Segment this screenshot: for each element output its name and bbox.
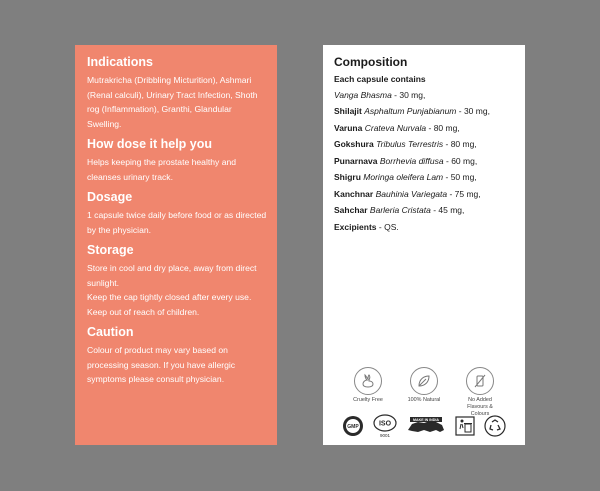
composition-list [334, 87, 517, 236]
make-in-india-lion-icon [406, 416, 446, 436]
composition-item: Sahchar Barleria Cristata - 45 mg, [334, 205, 465, 215]
how-help-text: Helps keeping the prostate healthy and cleanses urinary track. [87, 157, 237, 182]
composition-item: Punarnava Borrhevia diffusa - 60 mg, [334, 155, 478, 166]
storage-line: Keep out of reach of children. [87, 306, 200, 317]
cruelty-free-label: Cruelty Free [353, 397, 383, 403]
composition-panel [323, 45, 525, 445]
storage-line: Keep the cap tightly closed after every use. [87, 292, 252, 302]
svg-text:GMP: GMP [347, 424, 359, 430]
composition-title: Composition [334, 55, 408, 69]
caution-text: Colour of product may vary based on processing season. If you have allergic symptoms please consult physician. [87, 345, 236, 384]
composition-subtitle: Each capsule contains [334, 74, 426, 84]
composition-item: Excipients - QS. [334, 221, 399, 232]
svg-text:9001: 9001 [379, 433, 391, 438]
svg-text:MAKE IN INDIA: MAKE IN INDIA [413, 418, 439, 422]
cruelty-free-badge [348, 367, 388, 418]
no-additives-label: No Added Flavours & Colours [467, 397, 493, 417]
storage-line: Store in cool and dry place, away from direct sunlight. [87, 263, 257, 288]
dosage-text: 1 capsule twice daily before food or as directed by the physician. [87, 210, 267, 235]
storage-section [87, 243, 267, 319]
caution-section [87, 325, 267, 387]
composition-item: Varuna Crateva Nurvala - 80 mg, [334, 122, 460, 133]
how-help-title: How dose it help you [87, 137, 213, 151]
composition-item: Shigru Moringa oleifera Lam - 50 mg, [334, 172, 477, 182]
leaf-icon [410, 367, 438, 395]
info-panel [75, 45, 277, 445]
caution-title: Caution [87, 325, 134, 339]
no-additives-badge [460, 367, 500, 418]
indications-title: Indications [87, 55, 153, 69]
natural-label: 100% Natural [407, 397, 441, 403]
gmp-seal-icon [342, 415, 364, 437]
svg-text:ISO: ISO [378, 420, 392, 428]
storage-title: Storage [87, 243, 134, 257]
indications-text: Mutrakricha (Dribbling Micturition), Ashmari (Renal calculi), Urinary Tract Infection, Shoth rog (Inflammation), Granthi, Glandular Swelling. [87, 75, 258, 129]
how-help-section [87, 137, 267, 184]
composition-item: Kanchnar Bauhinia Variegata - 75 mg, [334, 188, 481, 199]
indications-section [87, 55, 267, 131]
composition-item: Shilajit Asphaltum Punjabianum - 30 mg, [334, 106, 490, 116]
dosage-section [87, 190, 267, 237]
dispose-bin-icon [455, 416, 475, 436]
storage-text [87, 261, 267, 319]
recycle-icon [484, 415, 506, 437]
composition-item: Vanga Bhasma - 30 mg, [334, 89, 426, 100]
iso-seal-icon [373, 413, 397, 439]
dosage-title: Dosage [87, 190, 133, 204]
natural-badge [404, 367, 444, 418]
feature-badges [323, 367, 525, 418]
no-additives-icon [466, 367, 494, 395]
composition-item: Gokshura Tribulus Terrestris - 80 mg, [334, 139, 477, 149]
rabbit-icon [354, 367, 382, 395]
certification-logos [323, 413, 525, 439]
